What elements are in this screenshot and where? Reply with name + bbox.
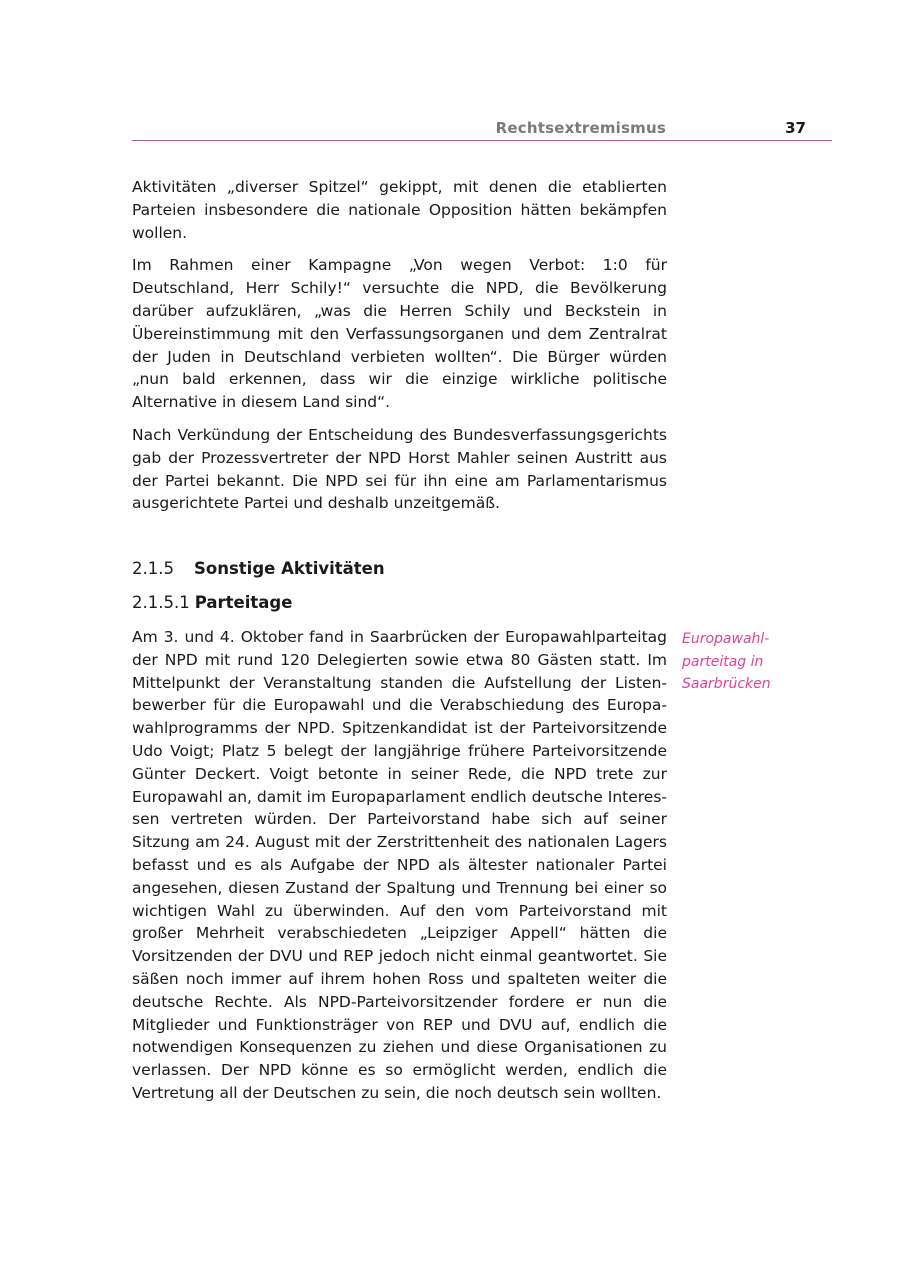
paragraph: Aktivitäten „diverser Spitzel“ gekippt, mit denen die etablierten Parteien insbesondere die nationale Opposition hätten bekämpfen wollen. [132,178,667,242]
subsection-heading [132,592,667,614]
subsection-body [132,626,667,1115]
paragraph: Am 3. und 4. Oktober fand in Saarbrücken der Europawahlparteitag der NPD mit rund 120 Delegierten sowie etwa 80 Gästen statt. Im Mittelpunkt der Veranstaltung standen die Aufstellung der Listenbewerber für die Europawahl und die Verabschiedung des Europawahlprogramms der NPD. Spitzenkandidat ist der Parteivorsitzende Udo Voigt; Platz 5 belegt der langjährige frühere Parteivorsitzende Günter Deckert. Voigt betonte in seiner Rede, die NPD trete zur Europawahl an, damit im Europaparlament endlich deutsche Interessen vertreten würden. Der Parteivorstand habe sich auf seiner Sitzung am 24. August mit der Zerstrittenheit des nationalen Lagers befasst und es als Aufgabe der NPD als ältester nationaler Partei angesehen, diesen Zustand der Spaltung und Trennung bei einer so wichtigen Wahl zu überwinden. Auf den vom Parteivorstand mit großer Mehrheit verabschiedeten „Leipziger Appell“ hätten die Vorsitzenden der DVU und REP jedoch nicht einmal geantwortet. Sie säßen noch immer auf ihrem hohen Ross und spalteten weiter die deutsche Rechte. Als NPD-Parteivorsitzender fordere er nun die Mitglieder und Funktionsträger von REP und DVU auf, endlich die notwendigen Konsequenzen zu ziehen und diese Organisationen zu verlassen. Der NPD könne es so ermöglicht werden, endlich die Vertretung all der Deutschen zu sein, die noch deutsch sein wollten. [132,628,667,1102]
section-title: Sonstige Aktivitäten [194,559,385,578]
margin-note [682,628,792,696]
margin-note-line: parteitag in [682,653,764,670]
running-header [132,116,832,141]
paragraph: Nach Verkündung der Entscheidung des Bundesverfassungsgerichts gab der Prozessvertreter der NPD Horst Mahler seinen Austritt aus der Partei bekannt. Die NPD sei für ihn eine am Parlamentarismus ausgerichtete Partei und deshalb unzeitgemäß. [132,425,667,513]
section-number: 2.1.5 [132,559,174,578]
margin-note-line: Saarbrücken [682,676,771,692]
subsection-title: Parteitage [194,593,293,612]
running-title: Rechtsextremismus [495,119,666,137]
intro-text [132,176,667,525]
section-heading [132,558,667,580]
margin-note-line: Europawahl- [682,631,770,647]
paragraph: Im Rahmen einer Kampagne „Von wegen Verbot: 1:0 für Deutschland, Herr Schily!“ versuchte die NPD, die Bevölkerung darüber aufzuklären, „was die Herren Schily und Beckstein in Übereinstimmung mit den Verfassungsorganen und dem Zentralrat der Juden in Deutschland verbieten wollten“. Die Bürger würden „nun bald erkennen, dass wir die einzige wirkliche politische Alternative in diesem Land sind“. [132,256,667,412]
page-number: 37 [785,119,806,137]
subsection-number: 2.1.5.1 [132,593,190,612]
